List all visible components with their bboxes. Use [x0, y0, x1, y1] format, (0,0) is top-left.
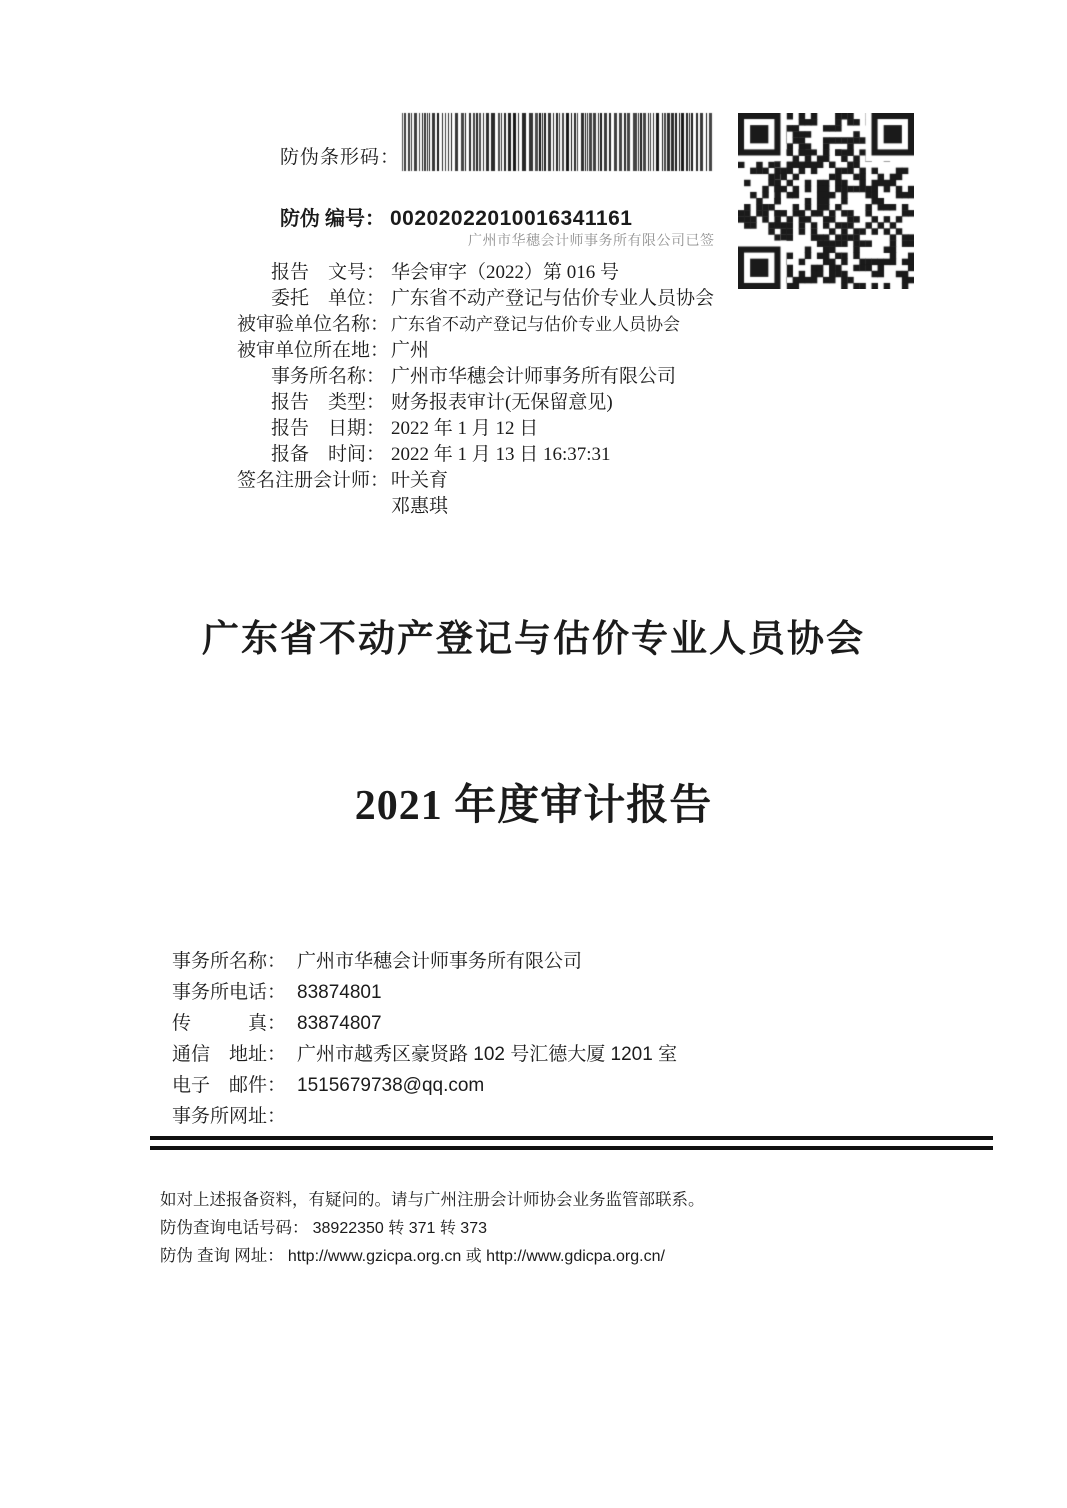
field-value: 财务报表审计(无保留意见): [391, 392, 613, 413]
field-label: 事务所电话：: [172, 982, 287, 1003]
field-label: 被审单位所在地：: [237, 340, 390, 361]
field-label: 报告 文号：: [270, 262, 385, 283]
field-value: 广东省不动产登记与估价专业人员协会: [391, 315, 680, 334]
field-value: 2022 年 1 月 13 日 16:37:31: [391, 444, 611, 465]
field-value: 83874807: [297, 1013, 382, 1034]
field-label: 通信 地址：: [172, 1044, 287, 1065]
field-row-report-type: [237, 390, 857, 416]
field-value: [285, 1101, 297, 1132]
footer-phone-line: [160, 1214, 920, 1242]
field-value: 华会审字（2022）第 016 号: [391, 262, 620, 283]
footer-notes: [160, 1186, 920, 1270]
anti-counterfeit-barcode: [400, 112, 714, 172]
security-number-label: 防伪 编号：: [280, 208, 385, 230]
field-value: 叶关育: [391, 470, 449, 491]
field-row-entity-location: [237, 338, 857, 364]
double-rule-divider: [150, 1136, 993, 1152]
field-label: 签名注册会计师：: [237, 470, 390, 491]
field-label: 事务所网址：: [172, 1106, 287, 1127]
field-row-report-date: [237, 416, 857, 442]
field-label: 事务所名称：: [172, 951, 287, 972]
field-label: 报告 日期：: [270, 418, 385, 439]
field-label: [237, 494, 385, 520]
security-number-row: [280, 202, 632, 231]
report-metadata-fields: [237, 260, 857, 520]
verification-url-value: http://www.gzicpa.org.cn 或 http://www.gdicpa.org.cn/: [287, 1248, 665, 1265]
field-row-firm-name: [237, 364, 857, 390]
report-title: 2021 年度审计报告: [354, 783, 713, 829]
field-row-firm-name: [172, 946, 872, 977]
field-row-firm-fax: [172, 1008, 872, 1039]
field-row-firm-address: [172, 1039, 872, 1070]
field-label: 电子 邮件：: [172, 1075, 287, 1096]
association-title: 广东省不动产登记与估价专业人员协会: [202, 619, 865, 660]
field-value: 83874801: [297, 982, 382, 1003]
field-row-client: [237, 286, 857, 312]
field-label: 传 真：: [172, 1013, 287, 1034]
field-label: 被审验单位名称：: [237, 314, 390, 335]
field-row-signing-cpa-2: [237, 494, 857, 520]
field-value: 广州市越秀区豪贤路 102 号汇德大厦 1201 室: [297, 1044, 678, 1065]
field-row-signing-cpa-1: [237, 468, 857, 494]
field-value: 广州: [391, 340, 430, 361]
field-label: 报备 时间：: [270, 444, 385, 465]
field-label: 事务所名称：: [270, 366, 385, 387]
field-row-firm-website: [172, 1101, 872, 1132]
field-label: 委托 单位：: [270, 288, 385, 309]
footer-contact-note: 如对上述报备资料，有疑问的。请与广州注册会计师协会业务监管部联系。: [160, 1190, 705, 1209]
barcode-label: 防伪条形码：: [280, 147, 401, 168]
footer-url-line: [160, 1242, 920, 1270]
field-row-filing-time: [237, 442, 857, 468]
field-label: 报告 类型：: [270, 392, 385, 413]
field-row-audited-entity: [237, 312, 857, 338]
verification-phone-label: 防伪查询电话号码：: [160, 1218, 309, 1237]
field-value: 广州市华穗会计师事务所有限公司: [297, 951, 583, 972]
verification-phone-value: 38922350 转 371 转 373: [312, 1220, 487, 1237]
divider-bar-top: [150, 1136, 993, 1140]
divider-bar-bottom: [150, 1146, 993, 1150]
field-value: 邓惠琪: [391, 496, 449, 517]
field-value: 广东省不动产登记与估价专业人员协会: [391, 288, 715, 309]
field-row-firm-email: [172, 1070, 872, 1101]
security-number-value: 00202022010016341161: [390, 207, 633, 230]
field-value: 2022 年 1 月 12 日: [391, 418, 539, 439]
field-value: 1515679738@qq.com: [297, 1075, 485, 1096]
firm-contact-fields: [172, 946, 872, 1132]
field-value: 广州市华穗会计师事务所有限公司: [391, 366, 677, 387]
verification-url-label: 防伪 查询 网址：: [160, 1246, 284, 1265]
field-row-report-number: [237, 260, 857, 286]
firm-signature-stamp: 广州市华穗会计师事务所有限公司已签: [468, 234, 715, 249]
field-row-firm-phone: [172, 977, 872, 1008]
